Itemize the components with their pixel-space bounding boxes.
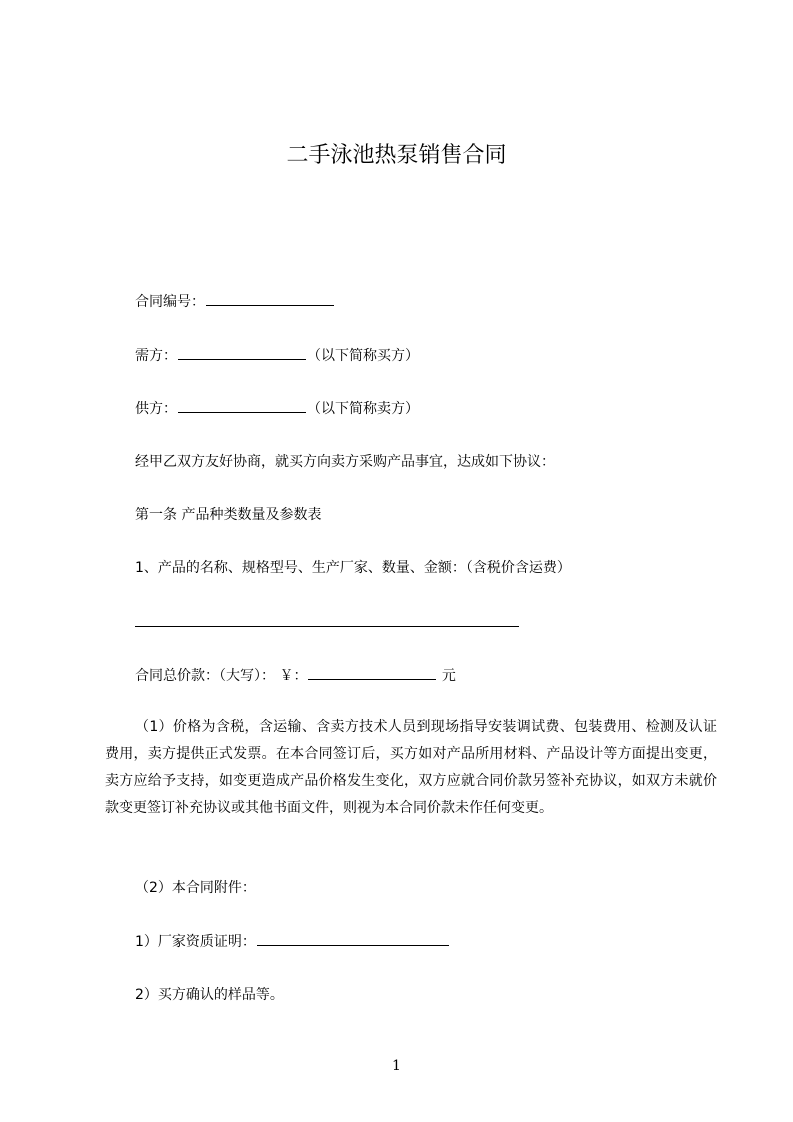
attachment1-blank[interactable] (257, 931, 449, 946)
buyer-blank[interactable] (178, 345, 306, 360)
seller-note: （以下简称卖方） (307, 401, 419, 417)
clause2-text: （2）本合同附件： (135, 880, 256, 896)
buyer-note: （以下简称买方） (307, 348, 419, 364)
total-price-line (135, 665, 456, 686)
seller-label: 供方： (135, 401, 177, 417)
product-details-blank[interactable] (135, 626, 519, 627)
contract-number-blank[interactable] (206, 291, 334, 306)
clause1-paragraph: （1）价格为含税，含运输、含卖方技术人员到现场指导安装调试费、包装费用、检测及认证费用，卖方提供正式发票。在本合同签订后，买方如对产品所用材料、产品设计等方面提出变更，卖方应给予支持，如变更造成产品价格发生变化，双方应就合同价款另签补充协议，如双方未就价款变更签订补充协议或其他书面文件，则视为本合同价款未作任何变更。 (105, 719, 717, 816)
article1-title: 第一条 产品种类数量及参数表 (135, 507, 322, 523)
document-title: 二手泳池热泵销售合同 (286, 143, 507, 168)
seller-blank[interactable] (178, 398, 306, 413)
attachment2-text: 2）买方确认的样品等。 (135, 987, 284, 1003)
total-price-label: 合同总价款：（大写）： ￥： (135, 668, 308, 684)
attachment1-label: 1）厂家资质证明： (135, 934, 256, 950)
page-number: 1 (392, 1058, 401, 1074)
attachment1-line (135, 931, 450, 952)
total-price-unit: 元 (441, 668, 456, 684)
buyer-line (135, 345, 419, 366)
contract-number-line (135, 291, 335, 312)
buyer-label: 需方： (135, 348, 177, 364)
contract-number-label: 合同编号： (135, 294, 205, 310)
total-price-blank[interactable] (308, 665, 436, 680)
item1-text: 1、产品的名称、规格型号、生产厂家、数量、金额：（含税价含运费） (135, 560, 571, 576)
intro-text: 经甲乙双方友好协商，就买方向卖方采购产品事宜，达成如下协议： (135, 454, 555, 470)
seller-line (135, 398, 419, 419)
